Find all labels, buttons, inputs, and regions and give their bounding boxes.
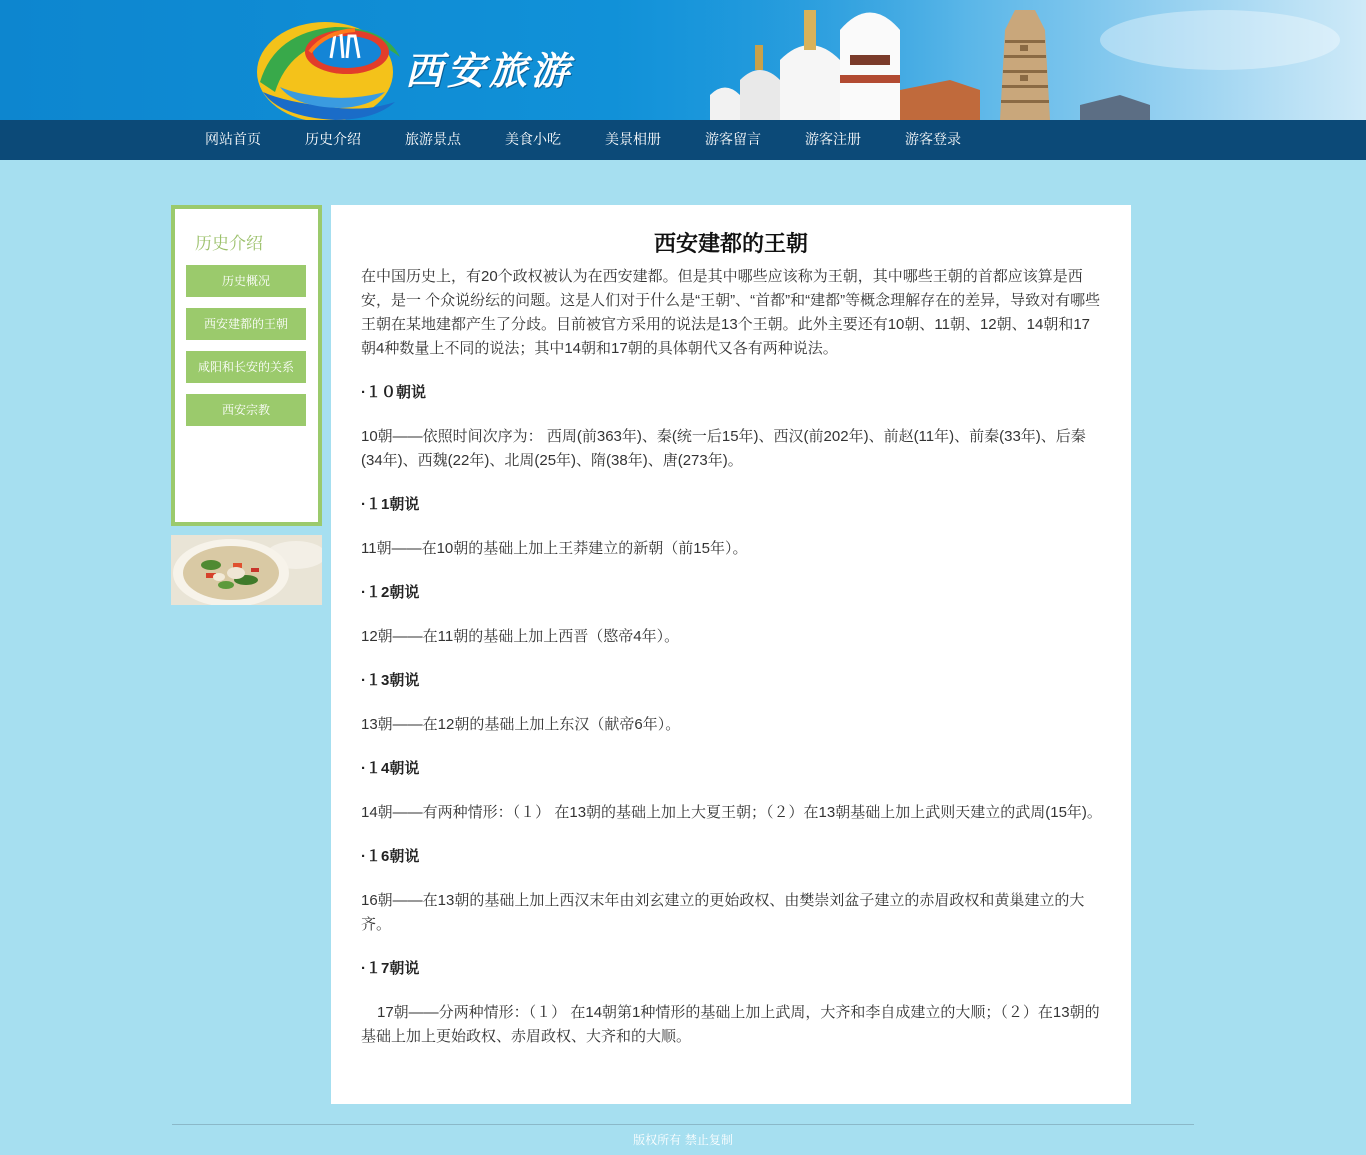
main-content (331, 205, 1131, 1104)
nav-item-guestbook[interactable]: 游客留言 (705, 132, 761, 148)
main-nav (0, 120, 1366, 160)
section-body: 14朝——有两种情形：（１） 在13朝的基础上加上大夏王朝；（２）在13朝基础上加上武则天建立的武周(15年)。 (361, 804, 1102, 821)
section-body: 16朝——在13朝的基础上加上西汉末年由刘玄建立的更始政权、由樊崇刘盆子建立的赤眉政权和黄巢建立的大齐。 (361, 892, 1085, 933)
section-heading: ·１０朝说 (361, 384, 426, 401)
nav-item-attractions[interactable]: 旅游景点 (405, 132, 461, 148)
nav-item-food[interactable]: 美食小吃 (505, 132, 561, 148)
nav-item-history[interactable]: 历史介绍 (305, 132, 361, 148)
section-heading: ·１1朝说 (361, 496, 420, 513)
sidebar (171, 205, 322, 526)
section-body: 10朝——依照时间次序为： 西周(前363年)、秦(统一后15年)、西汉(前202年)、前赵(11年)、前秦(33年)、后秦(34年)、西魏(22年)、北周(25年)、隋(38年)、唐(273年)。 (361, 428, 1086, 469)
banner-pagodas-image (700, 0, 1366, 120)
sidebar-item-dynasties[interactable]: 西安建都的王朝 (186, 308, 306, 340)
sidebar-title: 历史介绍 (195, 234, 263, 254)
article-body (361, 265, 1103, 1069)
section-heading: ·１4朝说 (361, 760, 420, 777)
section-heading: ·１2朝说 (361, 584, 420, 601)
footer-copyright: 版权所有 禁止复制 (633, 1133, 733, 1147)
section-body: 12朝——在11朝的基础上加上西晋（愍帝4年）。 (361, 628, 680, 645)
section-body: 11朝——在10朝的基础上加上王莽建立的新朝（前15年）。 (361, 540, 748, 557)
site-header (0, 0, 1366, 120)
section-body: 13朝——在12朝的基础上加上东汉（献帝6年）。 (361, 716, 681, 733)
sidebar-item-overview[interactable]: 历史概况 (186, 265, 306, 297)
section-heading: ·１6朝说 (361, 848, 420, 865)
sidebar-item-xianyang-changan[interactable]: 咸阳和长安的关系 (186, 351, 306, 383)
sidebar-item-religion[interactable]: 西安宗教 (186, 394, 306, 426)
article-title: 西安建都的王朝 (653, 231, 808, 256)
section-heading: ·１7朝说 (361, 960, 420, 977)
article-intro: 在中国历史上，有20个政权被认为在西安建都。但是其中哪些应该称为王朝，其中哪些王朝的首都应该算是西安，是一 个众说纷纭的问题。这是人们对于什么是“王朝”、“首都”和“建都”等概念理解存在的差异，导致对有哪些王朝在某地建都产生了分歧。目前被官方采用的说法是13个王朝。此外主要还有10朝、11朝、12朝、14朝和17朝4种数量上不同的说法；其中14朝和17朝的具体朝代又各有两种说法。 (361, 268, 1101, 357)
food-dish-image (171, 535, 322, 605)
nav-item-login[interactable]: 游客登录 (905, 132, 961, 148)
footer-divider (172, 1124, 1194, 1125)
section-body: 17朝——分两种情形：（１） 在14朝第1种情形的基础上加上武周，大齐和李自成建立的大顺；（２）在13朝的基础上加上更始政权、赤眉政权、大齐和的大顺。 (361, 1004, 1100, 1045)
site-title: 西安旅游 (405, 48, 574, 93)
section-heading: ·１3朝说 (361, 672, 420, 689)
nav-item-home[interactable]: 网站首页 (205, 132, 261, 148)
nav-item-register[interactable]: 游客注册 (805, 132, 861, 148)
site-logo[interactable] (255, 12, 405, 120)
nav-item-photos[interactable]: 美景相册 (605, 132, 661, 148)
